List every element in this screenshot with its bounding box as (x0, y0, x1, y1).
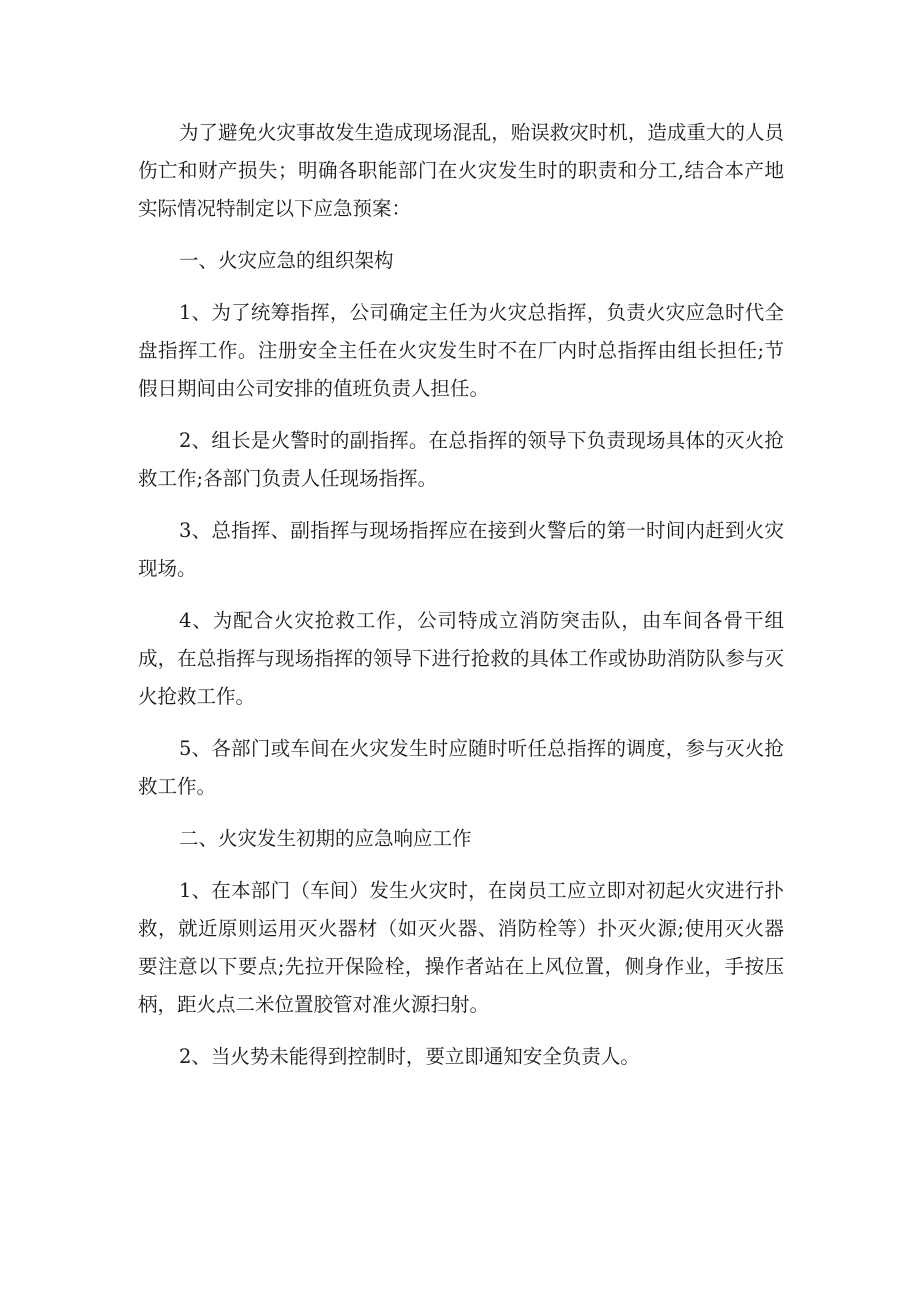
paragraph-item-4: 4、为配合火灾抢救工作，公司特成立消防突击队，由车间各骨干组成，在总指挥与现场指挥的领导下进行抢救的具体工作或协助消防队参与灭火抢救工作。 (138, 609, 784, 708)
paragraph-response-2: 2、当火势未能得到控制时，要立即通知安全负责人。 (178, 1045, 640, 1068)
paragraph-item-3: 3、总指挥、副指挥与现场指挥应在接到火警后的第一时间内赶到火灾现场。 (138, 519, 784, 580)
section-heading-organization: 一、火灾应急的组织架构 (178, 249, 394, 272)
paragraph-item-2: 2、组长是火警时的副指挥。在总指挥的领导下负责现场具体的灭火抢救工作;各部门负责人任现场指挥。 (138, 429, 784, 490)
section-heading-initial-response: 二、火灾发生初期的应急响应工作 (178, 827, 472, 850)
paragraph-item-5: 5、各部门或车间在火灾发生时应随时听任总指挥的调度，参与灭火抢救工作。 (138, 737, 784, 798)
paragraph-item-1: 1、为了统筹指挥，公司确定主任为火灾总指挥，负责火灾应急时代全盘指挥工作。注册安全主任在火灾发生时不在厂内时总指挥由组长担任;节假日期间由公司安排的值班负责人担任。 (138, 301, 784, 400)
paragraph-response-1: 1、在本部门（车间）发生火灾时，在岗员工应立即对初起火灾进行扑救，就近原则运用灭火器材（如灭火器、消防栓等）扑灭火源;使用灭火器要注意以下要点;先拉开保险栓，操作者站在上风位置，侧身作业，手按压柄，距火点二米位置胶管对准火源扫射。 (138, 879, 784, 1016)
intro-paragraph: 为了避免火灾事故发生造成现场混乱，贻误救灾时机，造成重大的人员伤亡和财产损失；明确各职能部门在火灾发生时的职责和分工,结合本产地实际情况特制定以下应急预案： (138, 121, 784, 220)
document-body (138, 114, 784, 1090)
